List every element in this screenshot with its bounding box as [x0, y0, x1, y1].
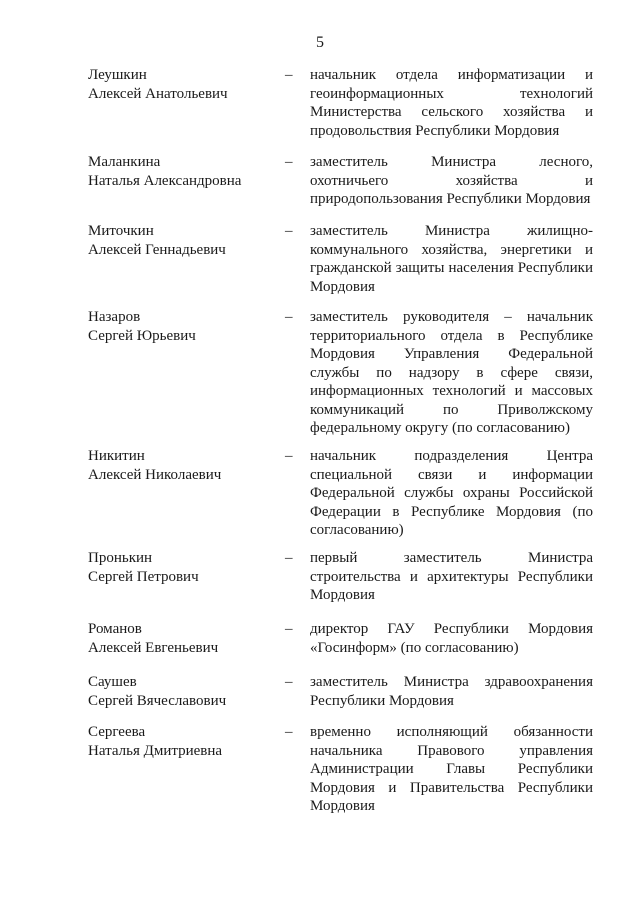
- position-line: начальник подразделения Центра: [310, 448, 593, 464]
- given-names: Наталья Александровна: [88, 172, 242, 189]
- given-names: Наталья Дмитриевна: [88, 742, 223, 759]
- position-line: Министерства сельского хозяйства и: [310, 104, 593, 120]
- person-name: [88, 222, 273, 259]
- surname: Маланкина: [88, 154, 161, 170]
- given-names: Сергей Петрович: [88, 568, 199, 585]
- separator-dash: –: [285, 550, 293, 566]
- surname: Миточкин: [88, 223, 154, 239]
- separator-dash: –: [285, 223, 293, 239]
- position-line: заместитель руководителя – начальник: [310, 309, 593, 325]
- surname: Сергеева: [88, 724, 146, 740]
- given-names: Алексей Геннадьевич: [88, 241, 226, 258]
- position-title: [310, 549, 593, 605]
- separator-dash: –: [285, 309, 293, 325]
- page-number: 5: [316, 34, 324, 51]
- position-title: [310, 620, 593, 657]
- position-line: Мордовия и Правительства Республики: [310, 779, 593, 796]
- position-line: геоинформационных технологий: [310, 85, 593, 102]
- separator-dash: –: [285, 621, 293, 637]
- separator-dash: –: [285, 448, 293, 464]
- given-names: Сергей Вячеславович: [88, 692, 227, 709]
- position-line: «Госинформ» (по согласованию): [310, 639, 519, 656]
- position-title: [310, 222, 593, 296]
- position-line: Федерации в Республике Мордовия (по: [310, 503, 593, 520]
- person-name: [88, 66, 273, 103]
- position-line: директор ГАУ Республики Мордовия: [310, 621, 593, 637]
- position-line: Мордовия: [310, 798, 375, 814]
- position-line: первый заместитель Министра: [310, 550, 593, 566]
- surname: Романов: [88, 621, 142, 637]
- position-line: строительства и архитектуры Республики: [310, 568, 593, 585]
- position-line: гражданской защиты населения Республики: [310, 260, 593, 276]
- position-line: начальник отдела информатизации и: [310, 67, 593, 83]
- surname: Леушкин: [88, 67, 147, 83]
- position-title: [310, 447, 593, 540]
- person-name: [88, 447, 273, 484]
- position-title: [310, 308, 593, 438]
- position-line: заместитель Министра лесного,: [310, 154, 593, 170]
- position-line: Мордовия: [310, 587, 375, 603]
- position-line: коммуникаций по Приволжскому: [310, 401, 593, 418]
- person-name: [88, 673, 273, 710]
- position-title: [310, 66, 593, 140]
- position-line: Федеральной службы охраны Российской: [310, 485, 593, 501]
- position-line: специальной связи и информации: [310, 466, 593, 483]
- person-name: [88, 723, 273, 760]
- position-line: продовольствия Республики Мордовия: [310, 122, 560, 139]
- position-line: согласованию): [310, 522, 404, 538]
- position-line: Администрации Главы Республики: [310, 761, 593, 777]
- person-name: [88, 549, 273, 586]
- position-line: Республики Мордовия: [310, 692, 454, 709]
- position-line: временно исполняющий обязанности: [310, 724, 593, 740]
- surname: Никитин: [88, 448, 145, 464]
- position-line: территориального отдела в Республике: [310, 327, 593, 344]
- position-line: информационных технологий и массовых: [310, 383, 593, 399]
- separator-dash: –: [285, 724, 293, 740]
- given-names: Алексей Евгеньевич: [88, 639, 219, 656]
- person-name: [88, 308, 273, 345]
- person-name: [88, 620, 273, 657]
- position-line: охотничьего хозяйства и: [310, 172, 593, 189]
- surname: Назаров: [88, 309, 141, 325]
- position-line: федеральному округу (по согласованию): [310, 420, 570, 436]
- position-title: [310, 723, 593, 816]
- position-line: службы по надзору в сфере связи,: [310, 364, 593, 381]
- given-names: Алексей Анатольевич: [88, 85, 228, 102]
- position-line: Мордовия: [310, 278, 375, 295]
- separator-dash: –: [285, 154, 293, 170]
- position-line: заместитель Министра жилищно-: [310, 223, 593, 239]
- separator-dash: –: [285, 674, 293, 690]
- separator-dash: –: [285, 67, 293, 83]
- surname: Пронькин: [88, 550, 153, 566]
- position-line: природопользования Республики Мордовия: [310, 191, 591, 207]
- surname: Саушев: [88, 674, 137, 690]
- given-names: Алексей Николаевич: [88, 466, 222, 483]
- position-title: [310, 153, 593, 209]
- position-line: Мордовия Управления Федеральной: [310, 346, 593, 362]
- position-line: коммунального хозяйства, энергетики и: [310, 241, 593, 258]
- position-title: [310, 673, 593, 710]
- position-line: заместитель Министра здравоохранения: [310, 674, 593, 690]
- position-line: начальника Правового управления: [310, 742, 593, 759]
- person-name: [88, 153, 273, 190]
- given-names: Сергей Юрьевич: [88, 327, 196, 344]
